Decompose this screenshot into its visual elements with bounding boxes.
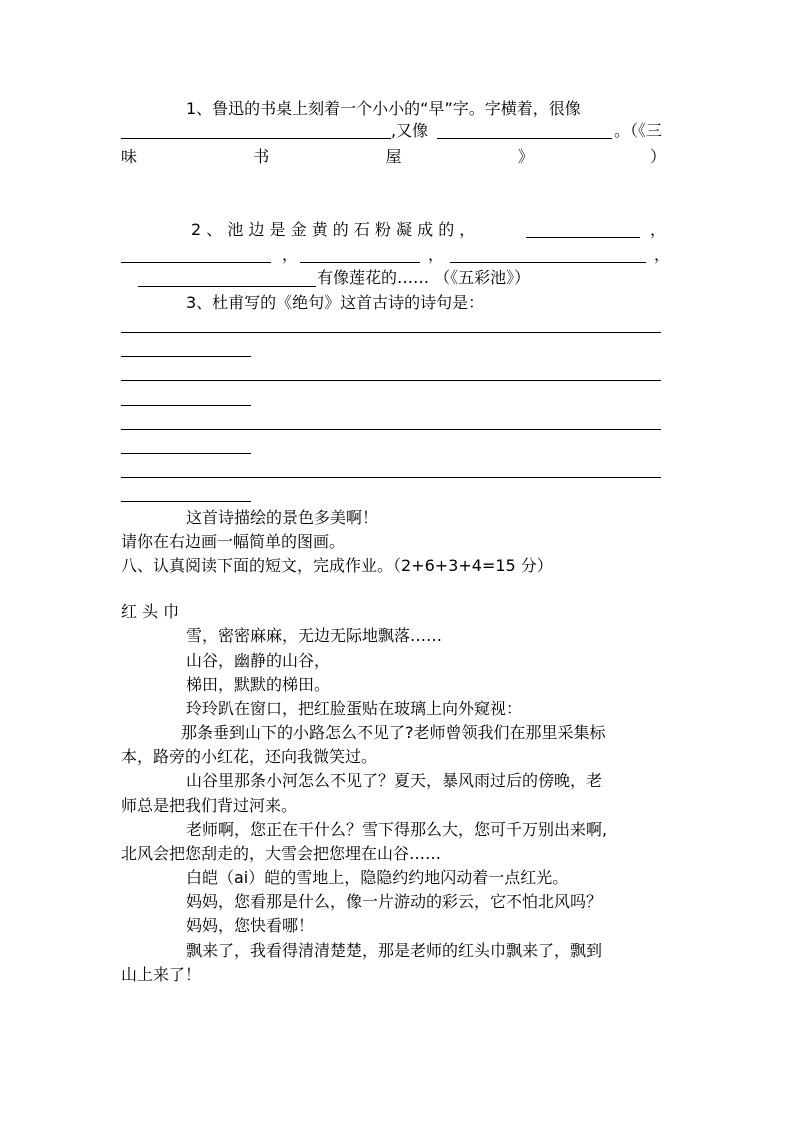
story-line: 玲玲趴在窗口，把红脸蛋贴在玻璃上向外窥视：	[186, 699, 523, 718]
q1-row2-char: ）	[649, 147, 666, 166]
q1-row2	[121, 146, 666, 168]
story-line: 老师啊，您正在干什么？雪下得那么大，您可千万别出来啊,	[186, 820, 608, 839]
q2-blank-3[interactable]	[300, 262, 420, 263]
q1-row2-char: 》	[517, 147, 534, 166]
story-line: 北风会把您刮走的，大雪会把您埋在山谷……	[121, 844, 442, 863]
story-line: 本，路旁的小红花，还向我微笑过。	[121, 747, 378, 766]
section8-heading: 八、认真阅读下面的短文，完成作业。（2+6+3+4=15 分）	[121, 556, 553, 575]
story-title: 红 头 巾	[121, 602, 180, 621]
story-line: 山谷里那条小河怎么不见了？夏天，暴风雨过后的傍晚，老	[186, 771, 603, 790]
story-line: 那条垂到山下的小路怎么不见了?老师曾领我们在那里采集标	[181, 723, 606, 742]
poem-line-blank[interactable]	[121, 405, 251, 406]
q1-mid-text: ,又像	[391, 121, 429, 140]
q2-comma: ，	[650, 220, 667, 239]
story-line: 白皑（ai）皑的雪地上，隐隐约约地闪动着一点红光。	[186, 868, 569, 887]
q2-line1: 2 、 池 边 是 金 黄 的 石 粉 凝 成 的 ，	[191, 220, 476, 239]
q2-comma: ，	[654, 245, 671, 264]
q3-prompt: 3、杜甫写的《绝句》这首古诗的诗句是：	[186, 293, 485, 312]
story-line: 梯田，默默的梯田。	[186, 675, 331, 694]
q1-row2-char: 书	[253, 147, 270, 166]
drawing-instruction: 请你在右边画一幅简单的图画。	[121, 532, 346, 551]
q2-blank-1[interactable]	[526, 237, 640, 238]
story-line: 雪，密密麻麻，无边无际地飘落……	[186, 626, 443, 645]
poem-line-blank[interactable]	[121, 356, 251, 357]
q1-row2-char: 屋	[385, 147, 402, 166]
poem-line-blank[interactable]	[121, 380, 661, 381]
q2-blank-4[interactable]	[450, 262, 646, 263]
story-line: 山谷，幽静的山谷，	[186, 651, 331, 670]
poem-line-blank[interactable]	[121, 453, 251, 454]
q1-line1: 1、鲁迅的书桌上刻着一个小小的“早”字。字横着，很像	[186, 99, 581, 118]
story-line: 师总是把我们背过河来。	[121, 796, 298, 815]
poem-praise: 这首诗描绘的景色多美啊！	[186, 508, 379, 527]
q1-blank-1[interactable]	[121, 138, 391, 139]
story-line: 妈妈，您快看哪！	[186, 916, 315, 935]
q1-tail-text: 。（《三	[614, 121, 663, 140]
story-line: 山上来了！	[121, 965, 202, 984]
q2-comma: ，	[428, 245, 445, 264]
q2-comma: ，	[282, 245, 299, 264]
q2-blank-2[interactable]	[121, 262, 271, 263]
poem-line-blank[interactable]	[121, 501, 251, 502]
poem-line-blank[interactable]	[121, 477, 661, 478]
story-line: 飘来了，我看得清清楚楚，那是老师的红头巾飘来了，飘到	[186, 941, 603, 960]
story-line: 妈妈，您看那是什么，像一片游动的彩云，它不怕北风吗？	[186, 892, 603, 911]
q1-blank-2[interactable]	[437, 138, 612, 139]
poem-line-blank[interactable]	[121, 429, 661, 430]
poem-line-blank[interactable]	[121, 332, 661, 333]
q2-tail-text: 有像莲花的…… （《五彩池》）	[317, 268, 531, 287]
q2-blank-5[interactable]	[138, 286, 316, 287]
q1-row2-char: 味	[121, 147, 138, 166]
